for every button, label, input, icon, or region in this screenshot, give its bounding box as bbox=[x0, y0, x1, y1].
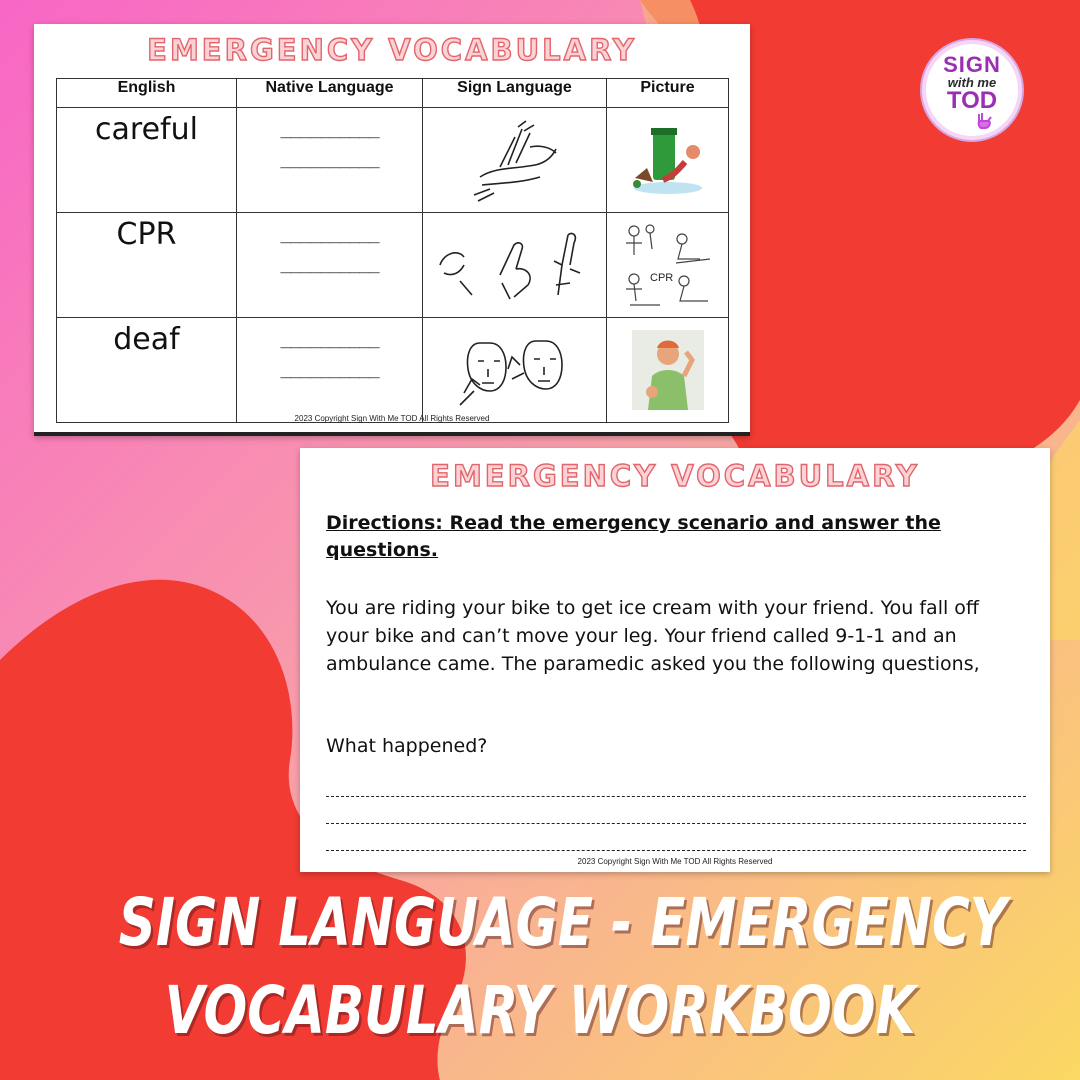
header-english: English bbox=[57, 79, 237, 108]
word-deaf: deaf bbox=[57, 318, 237, 423]
worksheet-title: EMERGENCY VOCABULARY bbox=[430, 459, 920, 493]
header-picture: Picture bbox=[607, 79, 729, 108]
native-language-blank bbox=[237, 318, 423, 423]
blank-line: __________ bbox=[280, 328, 379, 349]
headline-line-1: SIGN LANGUAGE - EMERGENCY bbox=[118, 884, 1008, 961]
sign-with-me-tod-logo bbox=[926, 44, 1018, 136]
answer-line bbox=[326, 770, 1026, 797]
copyright-footer: 2023 Copyright Sign With Me TOD All Rights Reserved bbox=[577, 857, 773, 866]
answer-line bbox=[326, 824, 1026, 851]
deaf-person-picture bbox=[607, 318, 729, 423]
word-careful: careful bbox=[57, 108, 237, 213]
blank-line: __________ bbox=[280, 358, 379, 379]
cpr-picture bbox=[607, 213, 729, 318]
blank-line: __________ bbox=[280, 223, 379, 244]
deaf-sign-icon bbox=[423, 318, 607, 423]
scenario-text: You are riding your bike to get ice cream with your friend. You fall off your bike and can’t move your leg. Your friend called 9-1-1 and an ambulance came. The paramedic asked you the following questions, bbox=[326, 597, 980, 675]
blank-line: __________ bbox=[280, 148, 379, 169]
table-row bbox=[57, 318, 729, 423]
logo-text-sign: SIGN bbox=[943, 52, 1001, 77]
fallen-trash-can-picture bbox=[607, 108, 729, 213]
vocabulary-table-worksheet bbox=[34, 24, 750, 436]
header-native-language: Native Language bbox=[237, 79, 423, 108]
directions-text: Directions: Read the emergency scenario and answer the questions. bbox=[326, 512, 941, 561]
copyright-footer: 2023 Copyright Sign With Me TOD All Rights Reserved bbox=[294, 414, 490, 423]
ily-hand-icon bbox=[976, 112, 994, 130]
vocabulary-table bbox=[56, 78, 729, 423]
worksheet-title: EMERGENCY VOCABULARY bbox=[147, 33, 637, 67]
word-cpr: CPR bbox=[57, 213, 237, 318]
blank-line: __________ bbox=[280, 118, 379, 139]
careful-sign-icon bbox=[423, 108, 607, 213]
logo-text-with-me: with me bbox=[947, 75, 997, 90]
table-row bbox=[57, 108, 729, 213]
blank-line: __________ bbox=[280, 253, 379, 274]
table-header-row bbox=[57, 79, 729, 108]
answer-lines bbox=[326, 770, 1026, 851]
answer-line bbox=[326, 797, 1026, 824]
native-language-blank bbox=[237, 108, 423, 213]
table-row bbox=[57, 213, 729, 318]
cpr-picture-label: CPR bbox=[649, 272, 673, 284]
header-sign-language: Sign Language bbox=[423, 79, 607, 108]
native-language-blank bbox=[237, 213, 423, 318]
scenario-worksheet bbox=[300, 448, 1050, 872]
headline-line-2: VOCABULARY WORKBOOK bbox=[164, 972, 916, 1049]
logo-text-tod: TOD bbox=[946, 87, 998, 114]
question-text: What happened? bbox=[326, 735, 488, 757]
cpr-sign-icon bbox=[423, 213, 607, 318]
